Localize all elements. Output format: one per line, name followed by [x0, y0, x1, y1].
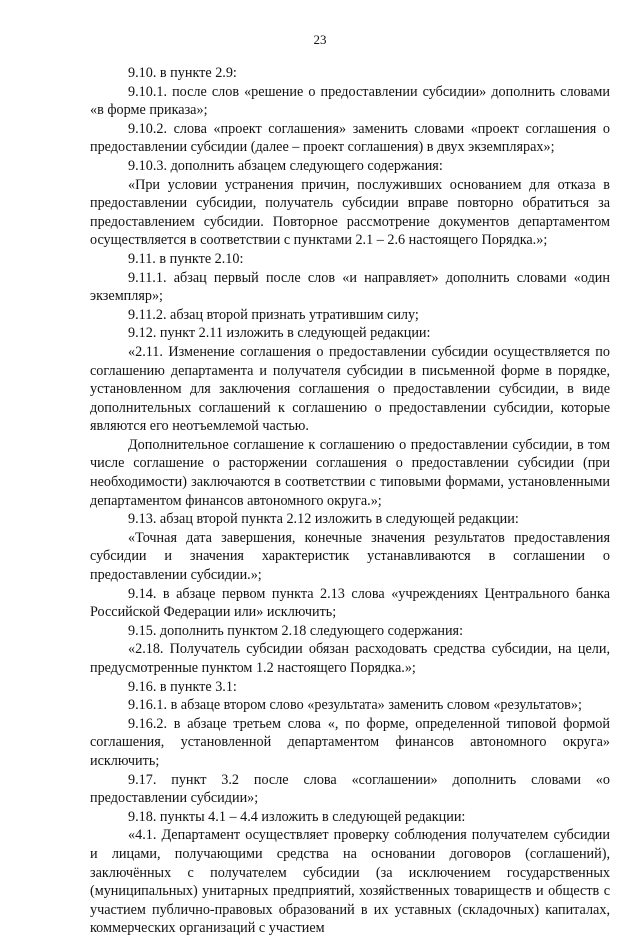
paragraph-9-12: 9.12. пункт 2.11 изложить в следующей редакции:	[128, 325, 431, 342]
paragraph-quote-2-18: «2.18. Получатель субсидии обязан расходовать средства субсидии, на цели, предусмотренные пунктом 1.2 настоящего Порядка.»;	[90, 641, 610, 676]
paragraph-9-10-2: 9.10.2. слова «проект соглашения» заменить словами «проект соглашения о предоставлении субсидии (далее – проект соглашения) в двух экземплярах»;	[90, 120, 610, 156]
paragraph-quote-4-1: «4.1. Департамент осуществляет проверку соблюдения получателем субсидии и лицами, получающими средства на основании договоров (соглашений), заключённых с получателем субсидии (за исключением государственных (муниципальных) унитарных предприятий, хозяйственных товариществ и обществ с участием публично-правовых образований в их уставных (складочных) капиталах, коммерческих организаций с участием	[90, 827, 610, 937]
paragraph-9-10: 9.10. в пункте 2.9:	[128, 65, 237, 81]
paragraph-9-16-1: 9.16.1. в абзаце втором слово «результата» заменить словом «результатов»;	[128, 697, 582, 714]
paragraph-9-13: 9.13. абзац второй пункта 2.12 изложить в следующей редакции:	[128, 511, 519, 528]
paragraph-9-17: 9.17. пункт 3.2 после слова «соглашении» дополнить словами «о предоставлении субсидии»;	[90, 771, 610, 807]
paragraph-9-11-2: 9.11.2. абзац второй признать утратившим силу;	[128, 306, 419, 323]
paragraph-quote-resubmission: «При условии устранения причин, послуживших основанием для отказа в предоставлении субсидии, получатель субсидии вправе повторно обратиться за предоставлением субсидии. Повторное рассмотрение документов департаментом осуществляется в соответствии с пунктами 2.1 – 2.6 настоящего Порядка.»;	[90, 176, 610, 249]
paragraph-9-10-3: 9.10.3. дополнить абзацем следующего содержания:	[128, 157, 443, 174]
paragraph-9-14: 9.14. в абзаце первом пункта 2.13 слова «учреждениях Центрального банка Российской Федерации или» исключить;	[90, 585, 610, 621]
paragraph-9-18: 9.18. пункты 4.1 – 4.4 изложить в следующей редакции:	[128, 808, 466, 825]
page-number: 23	[313, 32, 327, 47]
paragraph-9-16-2: 9.16.2. в абзаце третьем слова «, по форме, определенной типовой формой соглашения, установленной департаментом финансов автономного округа» исключить;	[90, 715, 610, 769]
paragraph-9-11: 9.11. в пункте 2.10:	[128, 250, 244, 267]
paragraph-9-11-1: 9.11.1. абзац первый после слов «и направляет» дополнить словами «один экземпляр»;	[90, 269, 610, 305]
paragraph-quote-2-11: «2.11. Изменение соглашения о предоставлении субсидии осуществляется по соглашению департамента и получателя субсидии в письменной форме в порядке, установленном для заключения соглашения о предоставлении субсидии, в виде дополнительных соглашений к соглашению о предоставлении субсидии, которые являются его неотъемлемой частью.	[90, 343, 610, 435]
paragraph-9-16: 9.16. в пункте 3.1:	[128, 678, 237, 695]
paragraph-additional-agreement: Дополнительное соглашение к соглашению о предоставлении субсидии, в том числе соглашение о расторжении соглашения о предоставлении субсидии (при необходимости) заключаются в соответствии с типовыми формами, установленными департаментом финансов автономного округа.»;	[90, 436, 610, 509]
document-body	[90, 64, 610, 938]
paragraph-quote-completion-date: «Точная дата завершения, конечные значения результатов предоставления субсидии и значения характеристик устанавливаются в соглашении о предоставлении субсидии.»;	[90, 529, 610, 584]
paragraph-9-10-1: 9.10.1. после слов «решение о предоставлении субсидии» дополнить словами «в форме приказа»;	[90, 83, 610, 119]
paragraph-9-15: 9.15. дополнить пунктом 2.18 следующего содержания:	[128, 622, 464, 639]
